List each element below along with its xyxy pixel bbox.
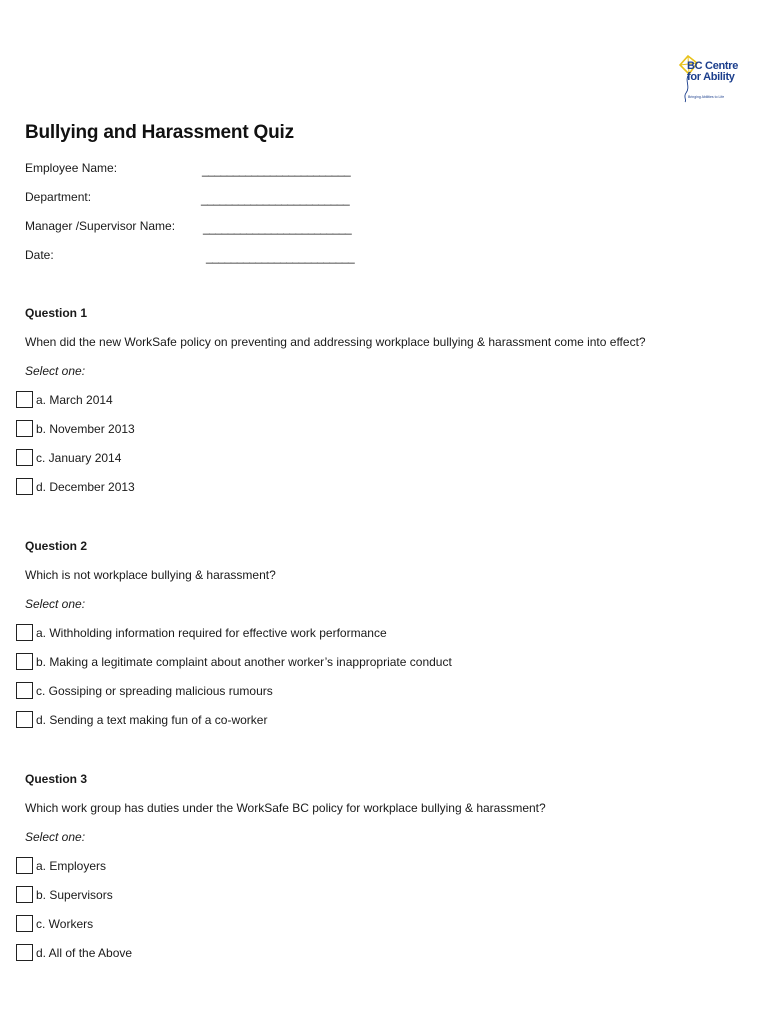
- option-label: d. December 2013: [36, 480, 135, 494]
- logo-text: [687, 61, 738, 83]
- option-label: a. Employers: [36, 859, 107, 873]
- logo-line-1: BC Centre: [687, 60, 739, 72]
- option-label: c. Workers: [36, 917, 94, 931]
- question-2-option-c[interactable]: [16, 680, 273, 699]
- question-1-option-d[interactable]: [16, 476, 135, 495]
- checkbox[interactable]: [16, 391, 33, 408]
- date-label: Date:: [25, 248, 54, 262]
- question-3-select-label: Select one:: [25, 830, 86, 844]
- question-2-option-d[interactable]: [16, 709, 267, 728]
- option-label: b. November 2013: [36, 422, 135, 436]
- question-1-option-a[interactable]: [16, 389, 113, 408]
- question-3-text: Which work group has duties under the WorkSafe BC policy for workplace bullying & harassment?: [25, 801, 546, 815]
- question-2-select-label: Select one:: [25, 597, 86, 611]
- question-3-option-b[interactable]: [16, 884, 113, 903]
- question-3-option-c[interactable]: [16, 913, 93, 932]
- logo-tagline: Bringing Abilities to Life: [688, 95, 725, 99]
- option-label: c. January 2014: [36, 451, 122, 465]
- option-label: a. Withholding information required for effective work performance: [36, 626, 387, 640]
- question-3-option-a[interactable]: [16, 855, 106, 874]
- question-3-option-d[interactable]: [16, 942, 132, 961]
- option-label: b. Making a legitimate complaint about another worker’s inappropriate conduct: [36, 655, 452, 669]
- option-label: b. Supervisors: [36, 888, 113, 902]
- manager-supervisor-name-field[interactable]: ________________________: [203, 221, 352, 235]
- checkbox[interactable]: [16, 886, 33, 903]
- bc-centre-for-ability-logo: [678, 55, 742, 107]
- checkbox[interactable]: [16, 711, 33, 728]
- date-field[interactable]: ________________________: [206, 250, 355, 264]
- page-title: Bullying and Harassment Quiz: [25, 122, 294, 143]
- question-3-heading: Question 3: [25, 772, 88, 786]
- question-2-text: Which is not workplace bullying & harassment?: [25, 568, 276, 582]
- option-label: a. March 2014: [36, 393, 113, 407]
- logo-line-2: for Ability: [687, 71, 735, 83]
- manager-supervisor-name-label: Manager /Supervisor Name:: [25, 219, 176, 233]
- question-1-option-b[interactable]: [16, 418, 135, 437]
- question-1-select-label: Select one:: [25, 364, 86, 378]
- option-label: d. All of the Above: [36, 946, 133, 960]
- checkbox[interactable]: [16, 944, 33, 961]
- option-label: c. Gossiping or spreading malicious rumours: [36, 684, 273, 698]
- checkbox[interactable]: [16, 653, 33, 670]
- question-1-text: When did the new WorkSafe policy on preventing and addressing workplace bullying & harassment come into effect?: [25, 335, 646, 349]
- question-2-heading: Question 2: [25, 539, 88, 553]
- question-1-option-c[interactable]: [16, 447, 121, 466]
- checkbox[interactable]: [16, 682, 33, 699]
- question-2-option-a[interactable]: [16, 622, 387, 641]
- checkbox[interactable]: [16, 915, 33, 932]
- question-1-heading: Question 1: [25, 306, 88, 320]
- question-2-option-b[interactable]: [16, 651, 452, 670]
- department-field[interactable]: ________________________: [201, 192, 350, 206]
- option-label: d. Sending a text making fun of a co-worker: [36, 713, 268, 727]
- department-label: Department:: [25, 190, 92, 204]
- employee-name-field[interactable]: ________________________: [202, 163, 351, 177]
- employee-name-label: Employee Name:: [25, 161, 118, 175]
- checkbox[interactable]: [16, 449, 33, 466]
- checkbox[interactable]: [16, 478, 33, 495]
- checkbox[interactable]: [16, 624, 33, 641]
- checkbox[interactable]: [16, 420, 33, 437]
- checkbox[interactable]: [16, 857, 33, 874]
